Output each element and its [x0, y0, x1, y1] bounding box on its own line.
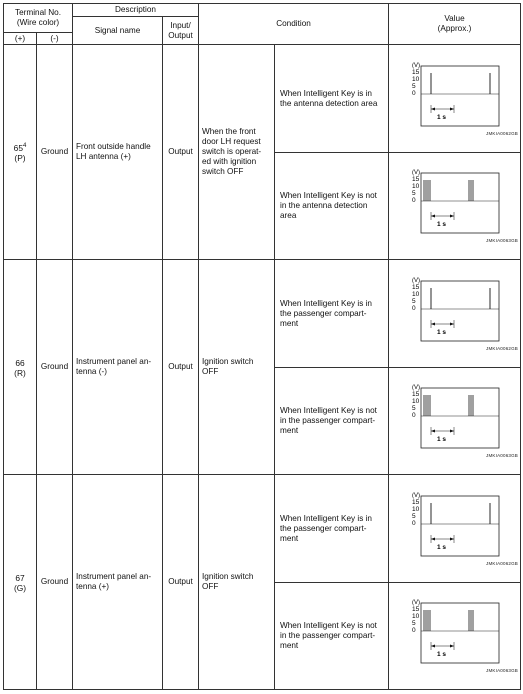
arrow-right-icon: [450, 430, 454, 433]
table-row: [4, 475, 521, 583]
terminal-no-label: Terminal No.: [15, 8, 61, 17]
signal-name-line: Instrument panel an-: [76, 357, 152, 366]
arrow-right-icon: [450, 537, 454, 540]
signal-name-line: Front outside handle: [76, 142, 151, 151]
terminal-plus-cell: [4, 475, 37, 690]
sub-condition-line: the antenna detection area: [280, 98, 378, 108]
waveform-frame: [421, 66, 499, 126]
terminal-minus-cell: Ground: [37, 260, 73, 475]
wire-color: (G): [13, 582, 27, 593]
value-cell: [389, 45, 521, 153]
figure-code: JMKIA0062GB: [486, 130, 518, 136]
minus-header: (-): [37, 33, 73, 45]
terminal-minus-cell: Ground: [37, 45, 73, 260]
sub-condition-line: the passenger compart-: [280, 523, 367, 533]
sub-condition-line: ment: [280, 533, 299, 543]
arrow-right-icon: [450, 215, 454, 218]
arrow-left-icon: [431, 645, 435, 648]
value-label: Value: [444, 14, 465, 23]
waveform-chart: [410, 274, 500, 344]
time-scale-label: 1 s: [436, 221, 446, 228]
waveform-tick-label: 0: [411, 627, 416, 634]
figure-code: JMKIA0062GB: [486, 560, 518, 566]
signal-name-header: Signal name: [73, 17, 163, 45]
sub-condition-cell: [275, 475, 389, 583]
sub-condition-line: in the passenger compart-: [280, 416, 376, 425]
waveform-tick-label: 0: [411, 519, 416, 527]
sub-condition-cell: [275, 153, 389, 260]
waveform-tick-label: 0: [411, 412, 416, 419]
value-cell: [389, 260, 521, 368]
main-condition-line: When the front: [202, 127, 256, 136]
waveform-tick-label: 15: [411, 498, 419, 506]
arrow-left-icon: [431, 537, 435, 540]
figure-code: JMKIA0062GB: [486, 345, 518, 351]
waveform-tick-label: 5: [411, 190, 416, 197]
waveform-tick-label: 10: [411, 398, 419, 405]
waveform-tick-label: 0: [411, 304, 416, 312]
table-row: [4, 45, 521, 153]
time-scale-label: 1 s: [436, 436, 446, 443]
arrow-right-icon: [450, 107, 454, 110]
figure-code: JMKIA0063GB: [486, 668, 518, 673]
waveform-tick-label: 10: [411, 505, 419, 513]
waveform-chart: [410, 489, 500, 559]
terminal-table: [3, 3, 521, 690]
sub-condition-cell: [275, 260, 389, 368]
sub-condition-line: in the antenna detection: [280, 201, 368, 210]
main-condition-cell: [199, 260, 275, 475]
arrow-left-icon: [431, 215, 435, 218]
waveform-tick-label: 10: [411, 290, 419, 298]
sub-condition-line: When Intelligent Key is in: [280, 513, 372, 523]
sub-condition-line: area: [280, 211, 297, 220]
waveform-tick-label: 15: [411, 606, 419, 613]
terminal-no-header: [4, 4, 73, 33]
waveform-unit: (V): [411, 277, 420, 284]
waveform-tick-label: 15: [411, 391, 419, 398]
waveform-chart: [410, 59, 500, 129]
time-scale-label: 1 s: [436, 113, 446, 121]
waveform-frame: [421, 603, 499, 663]
input-label: Input/: [170, 20, 191, 30]
signal-name-line: tenna (-): [76, 367, 107, 376]
waveform-frame: [421, 496, 499, 556]
value-header: [389, 4, 521, 45]
time-scale-label: 1 s: [436, 543, 446, 551]
time-scale-label: 1 s: [436, 651, 446, 658]
main-condition-line: switch OFF: [202, 167, 244, 176]
waveform-tick-label: 10: [411, 75, 419, 83]
main-condition-line: OFF: [202, 367, 219, 376]
waveform-tick-label: 0: [411, 89, 416, 97]
value-cell: [389, 475, 521, 583]
waveform-tick-label: 5: [411, 620, 416, 627]
arrow-left-icon: [431, 107, 435, 110]
main-condition-cell: [199, 45, 275, 260]
input-output-cell: Output: [163, 45, 199, 260]
main-condition-line: ed with ignition: [202, 157, 257, 166]
signal-name-line: tenna (+): [76, 582, 109, 591]
main-condition-line: OFF: [202, 582, 219, 591]
sub-condition-cell: [275, 45, 389, 153]
sub-condition-line: When Intelligent Key is not: [280, 406, 377, 415]
wire-color: (R): [14, 367, 26, 378]
waveform-chart: [410, 381, 500, 451]
waveform-frame: [421, 388, 499, 448]
wire-color-label: (Wire color): [16, 18, 60, 27]
terminal-number: 65: [13, 142, 23, 153]
waveform-frame: [421, 281, 499, 341]
approx-label: (Approx.): [437, 24, 472, 33]
waveform-tick-label: 5: [411, 297, 416, 305]
sub-condition-line: When Intelligent Key is in: [280, 88, 372, 98]
table-row: [4, 260, 521, 368]
arrow-right-icon: [450, 645, 454, 648]
signal-name-cell: [73, 45, 163, 260]
output-label: Output: [168, 30, 193, 40]
waveform-unit: (V): [411, 385, 420, 391]
main-condition-cell: [199, 475, 275, 690]
terminal-superscript: 4: [22, 143, 27, 150]
waveform-unit: (V): [411, 600, 420, 606]
signal-name-cell: [73, 260, 163, 475]
sub-condition-line: When Intelligent Key is in: [280, 298, 372, 308]
signal-name-cell: [73, 475, 163, 690]
time-scale-label: 1 s: [436, 328, 446, 336]
terminal-minus-cell: Ground: [37, 475, 73, 690]
input-output-cell: Output: [163, 260, 199, 475]
sub-condition-cell: [275, 583, 389, 690]
waveform-tick-label: 0: [411, 197, 416, 204]
sub-condition-line: When Intelligent Key is not: [280, 191, 377, 200]
value-cell: [389, 583, 521, 690]
terminal-number: 67: [15, 572, 25, 583]
waveform-tick-label: 10: [411, 183, 419, 190]
waveform-chart: [410, 166, 500, 236]
waveform-unit: (V): [411, 492, 420, 499]
waveform-tick-label: 5: [411, 405, 416, 412]
sub-condition-line: When Intelligent Key is not: [280, 621, 377, 630]
sub-condition-line: ment: [280, 641, 299, 650]
terminal-number: 66: [15, 357, 25, 368]
sub-condition-line: the passenger compart-: [280, 308, 367, 318]
plus-header: (+): [4, 33, 37, 45]
sub-condition-line: ment: [280, 318, 299, 328]
waveform-chart: [410, 596, 500, 666]
signal-name-line: Instrument panel an-: [76, 572, 152, 581]
sub-condition-cell: [275, 368, 389, 475]
arrow-right-icon: [450, 322, 454, 325]
figure-code: JMKIA0063GB: [486, 453, 518, 458]
arrow-left-icon: [431, 322, 435, 325]
waveform-tick-label: 10: [411, 613, 419, 620]
wire-color: (P): [14, 152, 26, 163]
waveform-tick-label: 15: [411, 283, 419, 291]
value-cell: [389, 153, 521, 260]
main-condition-line: Ignition switch: [202, 357, 254, 366]
value-cell: [389, 368, 521, 475]
condition-header: Condition: [199, 4, 389, 45]
terminal-plus-cell: [4, 45, 37, 260]
sub-condition-line: in the passenger compart-: [280, 631, 376, 640]
main-condition-line: switch is operat-: [202, 147, 262, 156]
arrow-left-icon: [431, 430, 435, 433]
main-condition-line: door LH request: [202, 137, 261, 146]
waveform-unit: (V): [411, 170, 420, 176]
terminal-plus-cell: [4, 260, 37, 475]
sub-condition-line: ment: [280, 426, 299, 435]
signal-name-line: LH antenna (+): [76, 152, 131, 161]
waveform-unit: (V): [411, 62, 420, 69]
input-output-header: [163, 17, 199, 45]
waveform-tick-label: 15: [411, 176, 419, 183]
waveform-tick-label: 15: [411, 68, 419, 76]
figure-code: JMKIA0063GB: [486, 238, 518, 243]
waveform-tick-label: 5: [411, 512, 416, 520]
description-header: Description: [73, 4, 199, 17]
waveform-frame: [421, 173, 499, 233]
main-condition-line: Ignition switch: [202, 572, 254, 581]
waveform-tick-label: 5: [411, 82, 416, 90]
input-output-cell: Output: [163, 475, 199, 690]
